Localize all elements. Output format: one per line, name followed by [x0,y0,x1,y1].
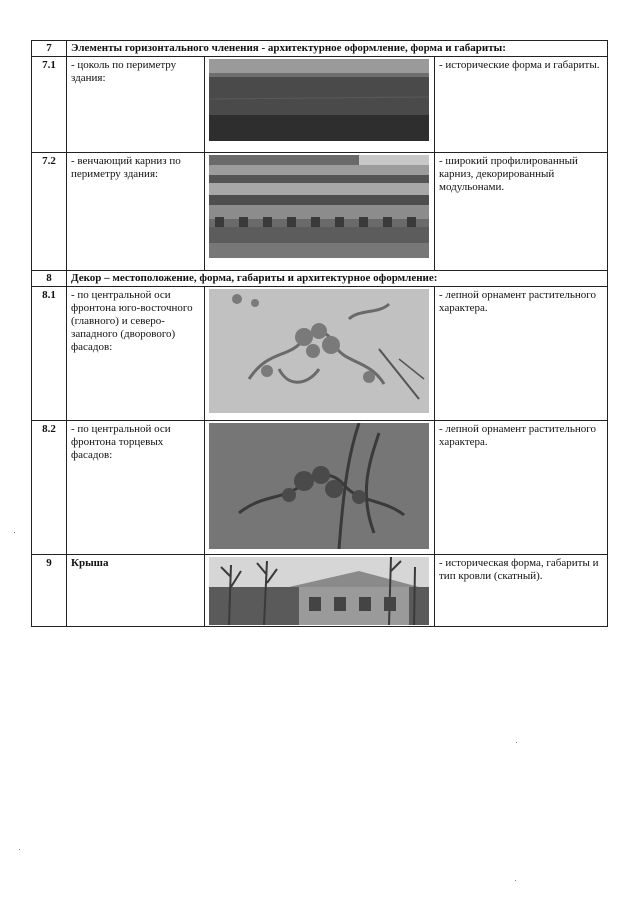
scan-speck [515,880,516,881]
table-row-8-1 [32,287,608,421]
cornice-photo [209,155,429,258]
row-description: - по центральной оси фронтона торцевых фасадов: [67,421,205,555]
section-title: Элементы горизонтального членения - архитектурное оформление, форма и габариты: [67,41,608,57]
scan-speck [19,849,20,850]
row-note: - историческая форма, габариты и тип кровли (скатный). [435,555,608,627]
photo-cell [205,153,435,271]
row-note: - лепной орнамент растительного характера. [435,287,608,421]
pediment-ornament-photo [209,289,429,413]
plinth-photo [209,59,429,141]
section-number: 7 [32,41,67,57]
row-number: 7.2 [32,153,67,271]
table-row-7-1 [32,57,608,153]
row-number: 8.2 [32,421,67,555]
row-note: - исторические форма и габариты. [435,57,608,153]
row-description: - по центральной оси фронтона юго-восточного (главного) и северо-западного (дворового) фасадов: [67,287,205,421]
photo-cell [205,555,435,627]
table-row-8-2 [32,421,608,555]
photo-cell [205,421,435,555]
photo-cell [205,57,435,153]
end-facade-ornament-photo [209,423,429,549]
roof-photo [209,557,429,625]
row-number: 7.1 [32,57,67,153]
scan-speck [516,742,517,743]
row-number: 8.1 [32,287,67,421]
row-description: - венчающий карниз по периметру здания: [67,153,205,271]
section-title: Декор – местоположение, форма, габариты и архитектурное оформление: [67,271,608,287]
row-description: Крыша [67,555,205,627]
table-row-7-2 [32,153,608,271]
table-row-9 [32,555,608,627]
section-number: 8 [32,271,67,287]
row-description: - цоколь по периметру здания: [67,57,205,153]
photo-cell [205,287,435,421]
section-row-8 [32,271,608,287]
row-note: - лепной орнамент растительного характера. [435,421,608,555]
scan-speck [14,532,15,533]
row-note: - широкий профилированный карниз, декорированный модульонами. [435,153,608,271]
section-row-7 [32,41,608,57]
heritage-elements-table [31,40,608,627]
row-number: 9 [32,555,67,627]
